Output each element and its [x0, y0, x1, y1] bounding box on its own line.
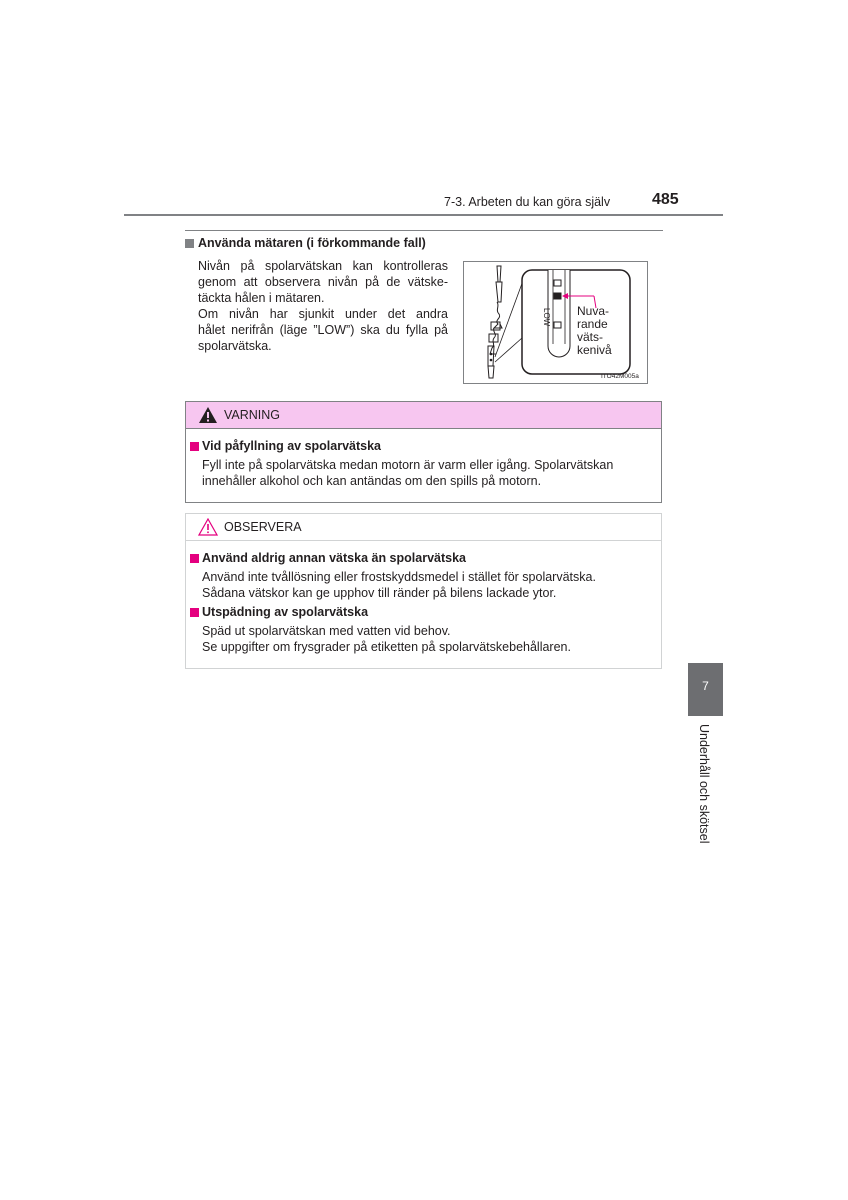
gray-square-bullet-icon [185, 239, 194, 248]
section-heading [185, 236, 426, 250]
notice-item-text-line: Sådana vätskor kan ge upphov till ränder på bilens lackade ytor. [202, 586, 557, 600]
notice-item-title [190, 551, 466, 565]
page-number: 485 [652, 191, 679, 208]
pink-square-bullet-icon [190, 608, 199, 617]
dipstick-illustration [463, 261, 648, 384]
callout-line: väts- [577, 330, 604, 344]
callout-line: rande [577, 317, 608, 331]
notice-item-text-line: Använd inte tvållösning eller frostskyddsmedel i stället för spolarvätska. [202, 570, 596, 584]
figure-code: ITO42M005a [601, 373, 639, 380]
header-divider [124, 214, 723, 216]
callout-line: Nuva- [577, 304, 610, 318]
notice-box [185, 513, 662, 669]
notice-item-title-text: Utspädning av spolarvätska [202, 605, 369, 619]
callout-line: kenivå [577, 343, 612, 357]
warning-item-text-line: innehåller alkohol och kan antändas om den spills på motorn. [202, 474, 542, 488]
paragraph-line: genom att observera nivån på de vätske- [198, 275, 448, 289]
paragraph-line: täckta hålen i mätaren. [198, 291, 325, 305]
warning-title: VARNING [224, 408, 281, 422]
notice-item-text-line: Späd ut spolarvätskan med vatten vid behov. [202, 624, 451, 638]
paragraph-line: Nivån på spolarvätskan kan kontrolleras [198, 259, 448, 273]
warning-triangle-icon [198, 406, 218, 424]
warning-header [186, 402, 661, 429]
warning-box [185, 401, 662, 503]
pink-square-bullet-icon [190, 442, 199, 451]
paragraph-line: spolarvätska. [198, 339, 272, 353]
notice-item-title [190, 605, 368, 619]
chapter-title: Underhåll och skötsel [697, 724, 711, 844]
chapter-tab: 7 [688, 663, 723, 716]
paragraph-line: Om nivån har sjunkit under det andra [198, 307, 448, 321]
pink-square-bullet-icon [190, 554, 199, 563]
section-heading-text: Använda mätaren (i förkommande fall) [198, 236, 426, 250]
notice-item-text-line: Se uppgifter om frysgrader på etiketten på spolarvätskebehållaren. [202, 640, 571, 654]
notice-item-title-text: Använd aldrig annan vätska än spolarvätska [202, 551, 466, 565]
low-label: LOW [542, 308, 551, 327]
paragraph-line: hålet nerifrån (läge ”LOW”) ska du fylla på [198, 323, 448, 337]
warning-item-text-line: Fyll inte på spolarvätska medan motorn är varm eller igång. Spolarvätskan [202, 458, 614, 472]
warning-item-title [190, 439, 381, 453]
fluid-level-callout [577, 305, 612, 357]
dipstick-drawing [464, 262, 647, 383]
warning-item-title-text: Vid påfyllning av spolarvätska [202, 439, 382, 453]
notice-header [186, 514, 661, 541]
caution-triangle-icon [198, 518, 218, 536]
section-divider [185, 230, 663, 231]
header-section-title: 7-3. Arbeten du kan göra själv [444, 195, 611, 209]
notice-title: OBSERVERA [224, 520, 302, 534]
